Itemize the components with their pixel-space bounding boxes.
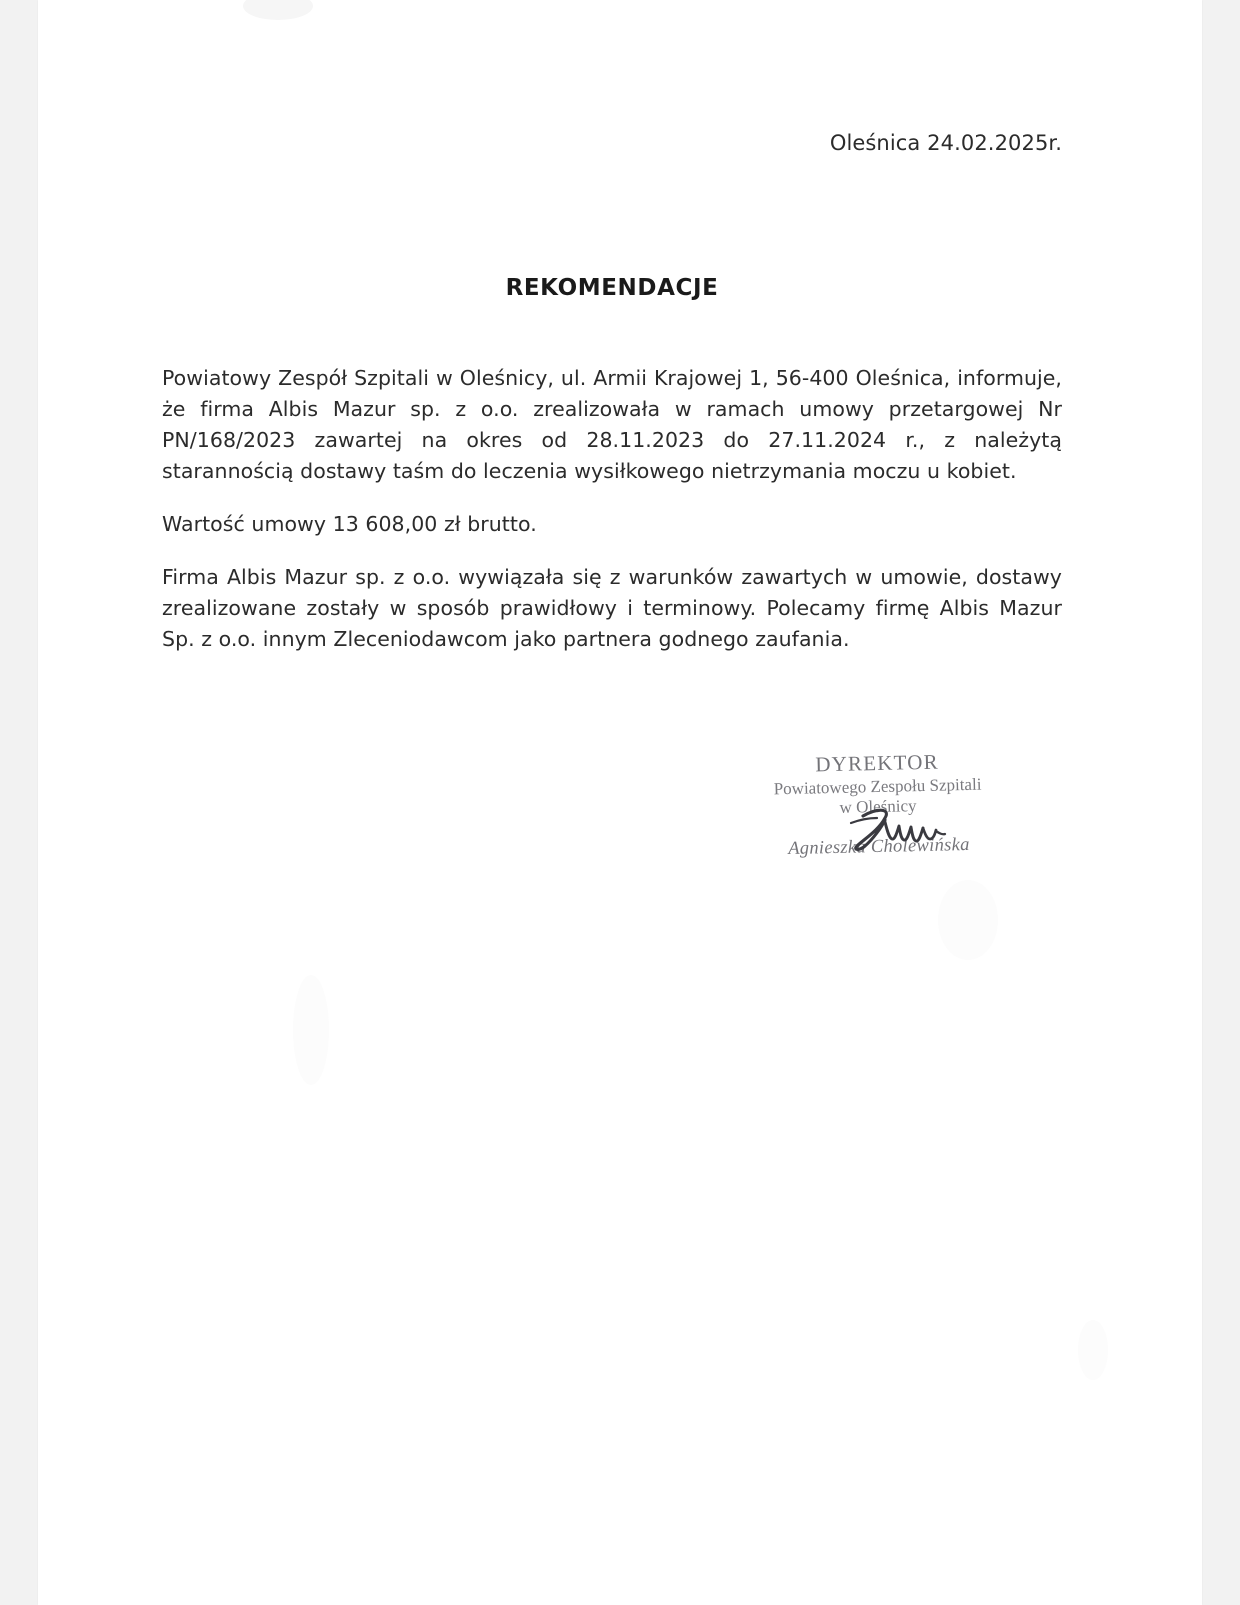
paragraph-intro: Powiatowy Zespół Szpitali w Oleśnicy, ul. Armii Krajowej 1, 56-400 Oleśnica, informuje, że firma Albis Mazur sp. z o.o. zrealizowała w ramach umowy przetargowej Nr PN/168/2023 zawartej na okres od 28.11.2023 do 27.11.2024 r., z należytą starannością dostawy taśm do leczenia wysiłkowego nietrzymania moczu u kobiet.	[162, 366, 1062, 483]
paragraph-contract-value: Wartość umowy 13 608,00 zł brutto.	[162, 512, 537, 536]
document-page	[38, 0, 1202, 1605]
stamp-organization-label: Powiatowego Zespołu Szpitali	[773, 774, 982, 799]
page-title: REKOMENDACJE	[505, 275, 719, 301]
signature-stamp	[727, 749, 1029, 862]
document-content	[162, 0, 1062, 655]
scan-artifact	[1078, 1320, 1108, 1380]
stamp-role-label: DYREKTOR	[815, 749, 940, 777]
body-text	[162, 363, 1062, 655]
date-line: Oleśnica 24.02.2025r.	[829, 131, 1062, 155]
scan-artifact	[938, 880, 998, 960]
signatory-name: Agnieszka Cholewińska	[787, 834, 970, 860]
stamp-city-label: w Oleśnicy	[839, 796, 917, 817]
paragraph-recommendation: Firma Albis Mazur sp. z o.o. wywiązała się z warunków zawartych w umowie, dostawy zrealizowane zostały w sposób prawidłowy i terminowy. Polecamy firmę Albis Mazur Sp. z o.o. innym Zleceniodawcom jako partnera godnego zaufania.	[162, 565, 1062, 651]
scan-artifact	[293, 975, 329, 1085]
